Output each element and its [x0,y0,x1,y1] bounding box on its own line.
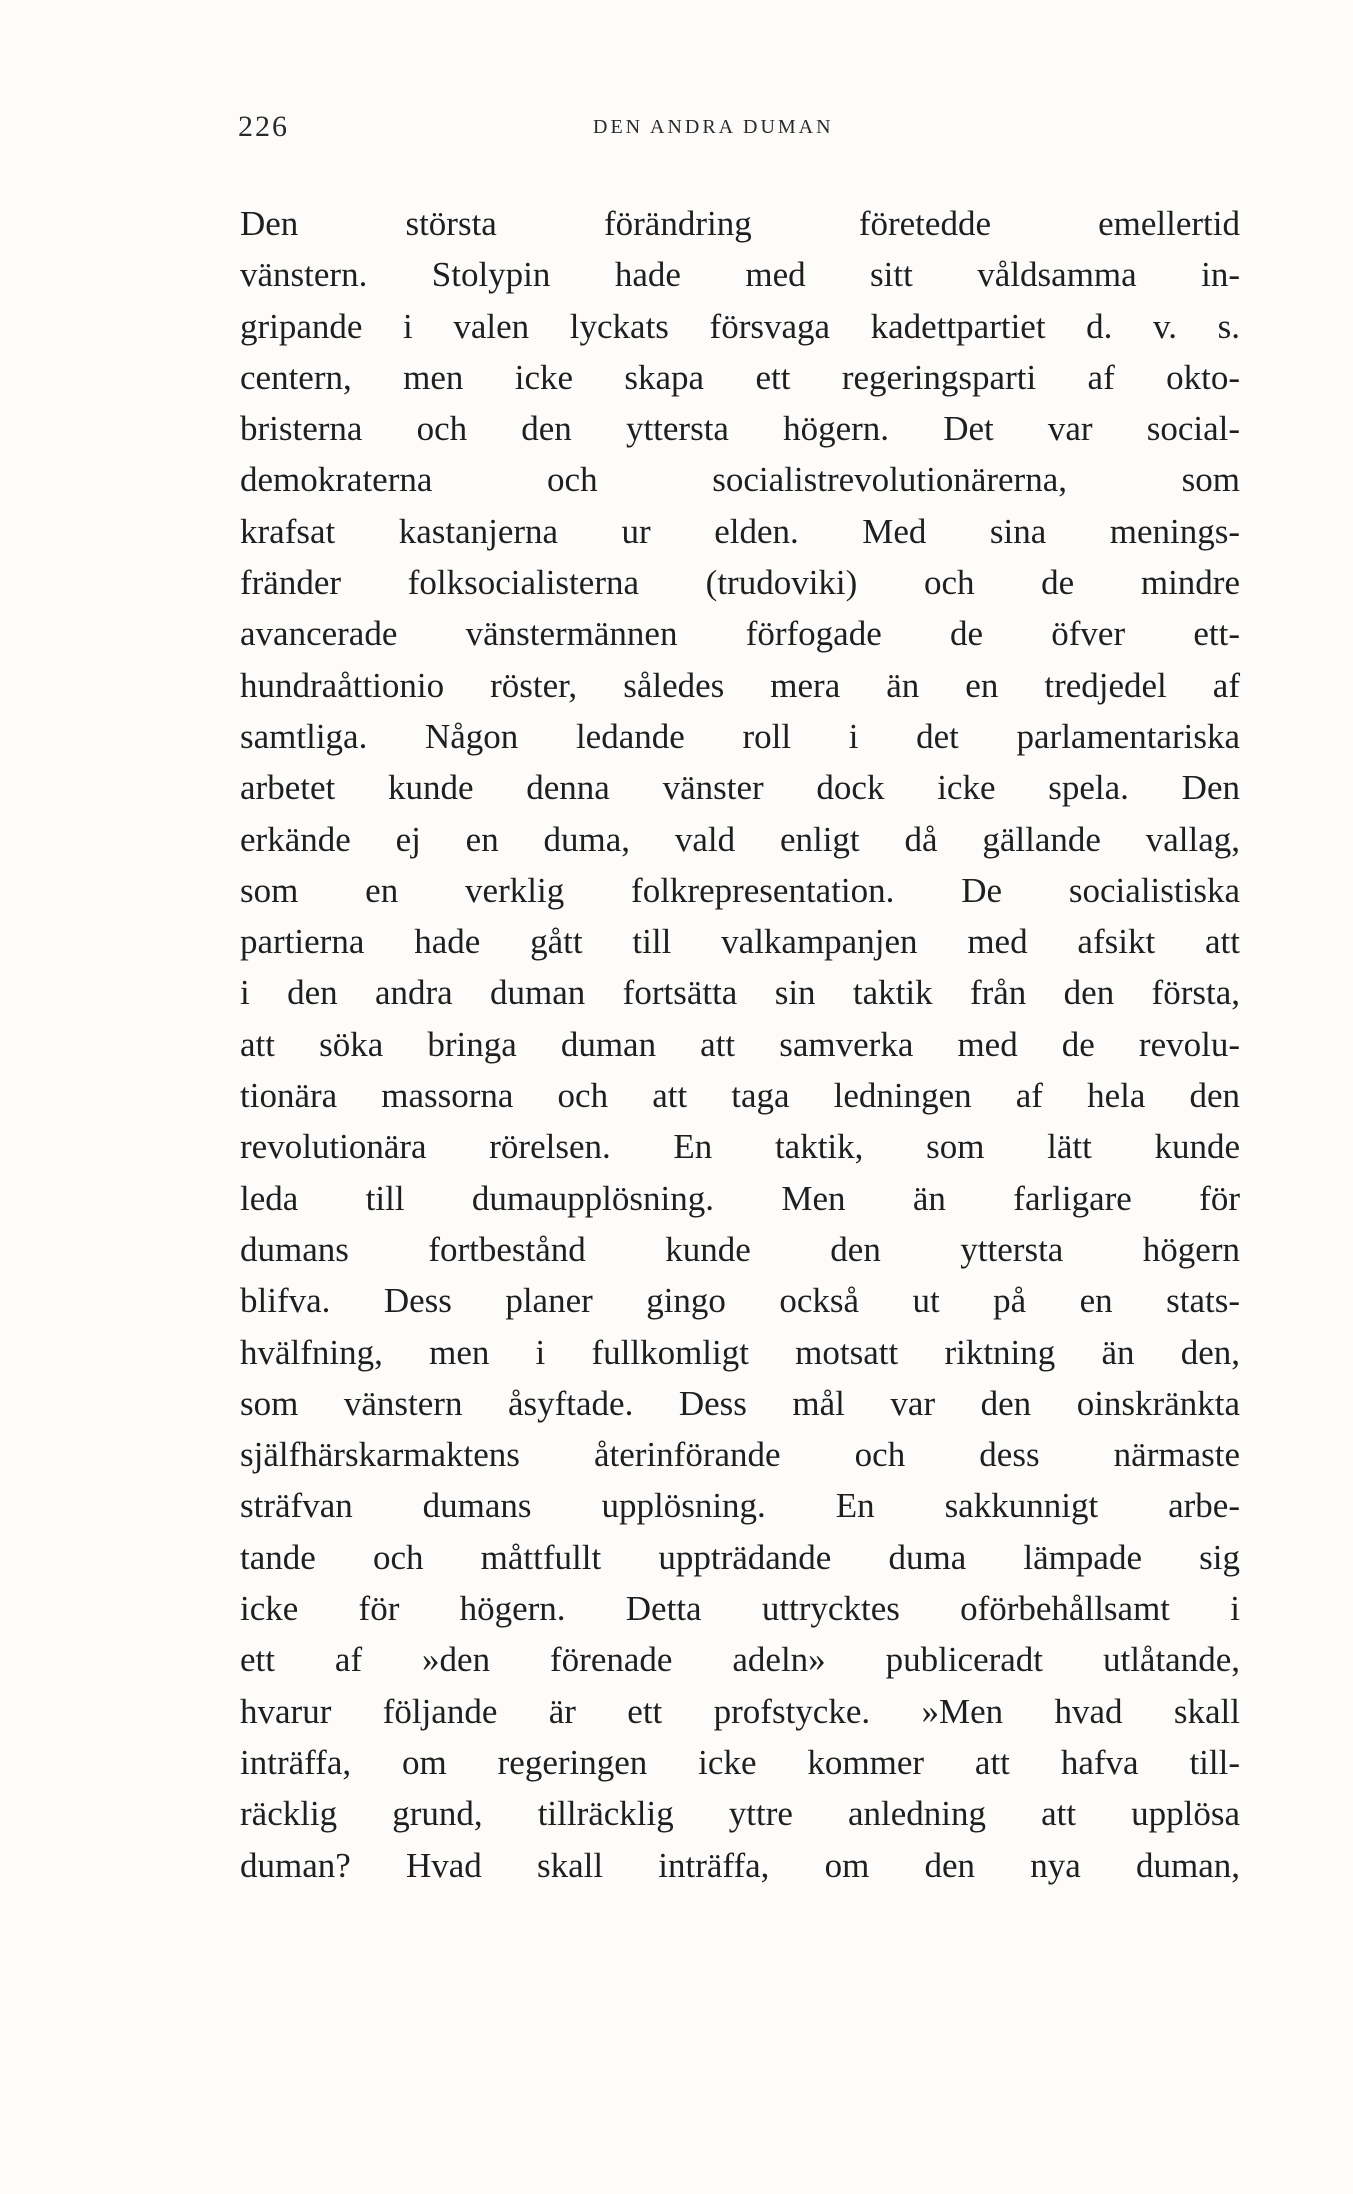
text-line: blifva. Dess planer gingo också ut på en stats- [240,1281,1240,1321]
text-line: centern, men icke skapa ett regeringsparti af okto- [240,357,1240,397]
text-line: erkände ej en duma, vald enligt då gällande vallag, [240,819,1240,859]
text-line: sträfvan dumans upplösning. En sakkunnigt arbe- [240,1486,1240,1526]
text-line: duman? Hvad skall inträffa, om den nya duman, [240,1845,1240,1885]
text-line: ett af »den förenade adeln» publiceradt utlåtande, [240,1640,1240,1680]
text-line: arbetet kunde denna vänster dock icke spela. Den [240,768,1240,808]
text-line: bristerna och den yttersta högern. Det var social- [240,409,1240,449]
text-line: själfhärskarmaktens återinförande och dess närmaste [240,1435,1240,1475]
text-line: Den största förändring företedde emellertid [240,204,1240,243]
text-line: hundraåttionio röster, således mera än en tredjedel af [240,665,1240,705]
text-line: räcklig grund, tillräcklig yttre anledning att upplösa [240,1794,1240,1834]
text-line: avancerade vänstermännen förfogade de öfver ett- [240,614,1240,654]
text-line: tionära massorna och att taga ledningen af hela den [240,1076,1240,1116]
running-head: DEN ANDRA DUMAN [593,116,834,138]
text-line: inträffa, om regeringen icke kommer att hafva till- [240,1742,1240,1782]
text-line: i den andra duman fortsätta sin taktik från den första, [240,973,1240,1013]
text-line: som en verklig folkrepresentation. De socialistiska [240,870,1240,910]
page-number: 226 [238,110,289,143]
text-line: krafsat kastanjerna ur elden. Med sina menings- [240,511,1240,551]
text-line: hvälfning, men i fullkomligt motsatt riktning än den, [240,1332,1240,1372]
text-line: demokraterna och socialistrevolutionärerna, som [240,460,1240,500]
text-line: icke för högern. Detta uttrycktes oförbehållsamt i [240,1589,1240,1629]
text-line: revolutionära rörelsen. En taktik, som lätt kunde [240,1127,1240,1167]
text-line: vänstern. Stolypin hade med sitt våldsamma in- [240,255,1240,295]
text-line: gripande i valen lyckats försvaga kadettpartiet d. v. s. [240,306,1240,346]
text-line: samtliga. Någon ledande roll i det parlamentariska [240,716,1240,756]
text-line: som vänstern åsyftade. Dess mål var den oinskränkta [240,1383,1240,1423]
text-line: att söka bringa duman att samverka med de revolu- [240,1024,1240,1064]
body-text [240,198,1240,1891]
text-line: fränder folksocialisterna (trudoviki) och de mindre [240,563,1240,603]
text-line: tande och måttfullt uppträdande duma lämpade sig [240,1537,1240,1577]
text-line: hvarur följande är ett profstycke. »Men hvad skall [240,1691,1240,1731]
text-line: leda till dumaupplösning. Men än farligare för [240,1178,1240,1218]
text-line: dumans fortbestånd kunde den yttersta högern [240,1229,1240,1269]
page-header [238,110,1238,150]
text-line: partierna hade gått till valkampanjen med afsikt att [240,922,1240,962]
